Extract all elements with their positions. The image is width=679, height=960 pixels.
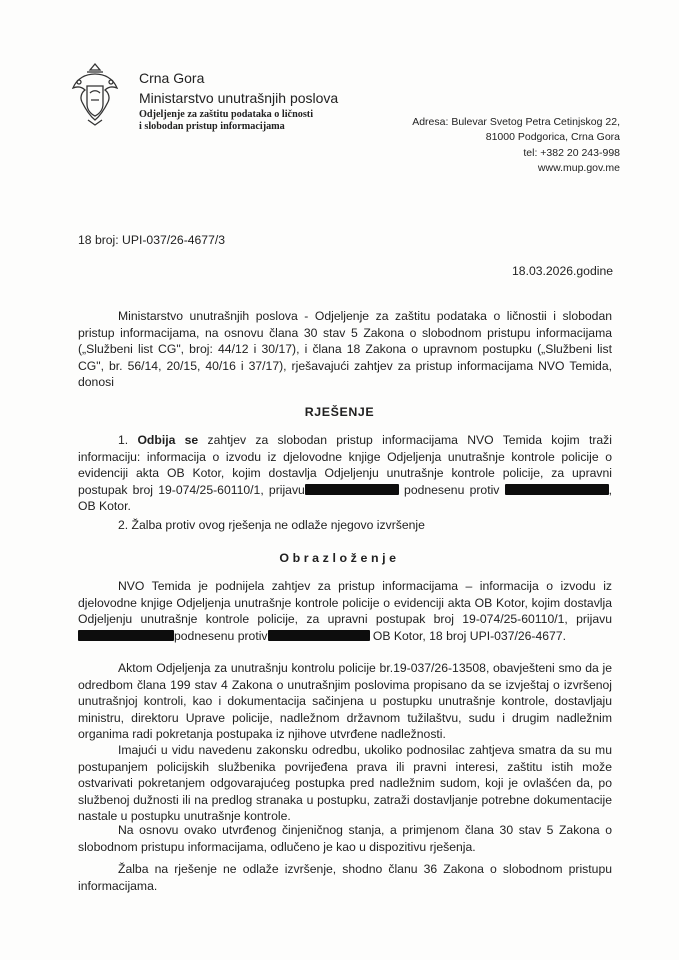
address-city: 81000 Podgorica, Crna Gora <box>485 131 620 144</box>
department-name: Odjeljenje za zaštitu podataka o ličnosti i slobodan pristup informacijama <box>139 109 314 132</box>
reasoning-paragraph-1: NVO Temida je podnijela zahtjev za pristup informacijama – informacija o izvodu iz djelovodne knjige Odjeljenja unutrašnje kontrole policije o evidenciji akta OB Kotor, kojim dostavlja Odjeljenju unutrašnje kontrole policije, za upravni postupak broj 19-074/25-60110/1, prijavupodnesenu protiv OB Kotor, 18 broj UPI-037/26-4677. <box>78 579 612 643</box>
ministry-name: Ministarstvo unutrašnjih poslova <box>139 90 339 106</box>
redacted-block <box>505 484 609 495</box>
reasoning-paragraph-5: Žalba na rješenje ne odlaže izvršenje, shodno članu 36 Zakona o slobodnom pristupu informacijama. <box>78 862 612 893</box>
website: www.mup.gov.me <box>537 161 620 174</box>
rejection-label: Odbija se <box>137 433 199 447</box>
reasoning-paragraph-4: Na osnovu ovako utvrđenog činjeničnog stanja, a primjenom člana 30 stav 5 Zakona o slobodnom pristupu informacijama, odlučeno je kao u dispozitivu rješenja. <box>78 823 612 854</box>
reasoning-paragraph-3: Imajući u vidu navedenu zakonsku odredbu, ukoliko podnosilac zahtjeva smatra da su mu postupanjem policijskih službenika povrijeđena prava ili pravni interesi, zaštitu istih može ostvarivati pokretanjem odgovarajućeg postupka pred nadležnim sudom, koji je ovlašćen da, po službenoj dužnosti ili na predlog stranaka u postupku, zatraži dostavljanje potrebne dokumentacije nastale u postupku unutrašnje kontrole. <box>78 743 612 824</box>
redacted-block <box>268 630 370 641</box>
country-name: Crna Gora <box>139 70 205 86</box>
address-block <box>370 115 620 176</box>
intro-paragraph: Ministarstvo unutrašnjih poslova - Odjeljenje za zaštitu podataka o ličnostii i slobodan pristup informacijama, na osnovu člana 30 stav 5 Zakona o slobodnom pristupu informacijama („Službeni list CG", broj: 44/12 i 30/17), i člana 18 Zakona o upravnom postupku („Službeni list CG", br. 56/14, 20/15, 40/16 i 37/17), rješavajući zahtjev za pristup informacijama NVO Temida, donosi <box>78 309 612 390</box>
coat-of-arms-icon <box>68 60 122 126</box>
reference-number: 18 broj: UPI-037/26-4677/3 <box>78 233 226 247</box>
decision-heading: RJEŠENJE <box>304 405 375 419</box>
document-date: 18.03.2026.godine <box>512 264 613 278</box>
reasoning-paragraph-2: Aktom Odjeljenja za unutrašnju kontrolu policije br.19-037/26-13508, obavješteni smo da je odredbom člana 199 stav 4 Zakona o unutrašnjim poslovima propisano da se izvještaj o izvršenoj unutrašnjoj kontroli, kao i dokumentacija sačinjena u postupku unutrašnje kontrole, dostavljaju ministru, direktoru Uprave policije, nadležnom državnom tužilaštvu, sudu i drugim nadležnim organima radi pokretanja postupaka iz njihove utvrđene nadležnosti. <box>78 661 612 742</box>
phone-number: tel: +382 20 243-998 <box>523 146 620 159</box>
redacted-block <box>78 630 174 641</box>
decision-item-2: 2. Žalba protiv ovog rješenja ne odlaže njegovo izvršenje <box>118 518 425 532</box>
address-street: Adresa: Bulevar Svetog Petra Cetinjskog 22, <box>412 116 620 128</box>
decision-item-1: 1. Odbija se zahtjev za slobodan pristup informacijama NVO Temida kojim traži informaciju: informacija o izvodu iz djelovodne knjige Odjeljenja unutrašnje kontrole policije o evidenciji akta OB Kotor, kojim dostavlja Odjeljenju unutrašnje kontrole policije, za upravni postupak broj 19-074/25-60110/1, prijavu podnesenu protiv , OB Kotor. <box>78 433 612 514</box>
redacted-block <box>305 484 399 495</box>
reasoning-heading: Obrazloženje <box>279 551 400 565</box>
